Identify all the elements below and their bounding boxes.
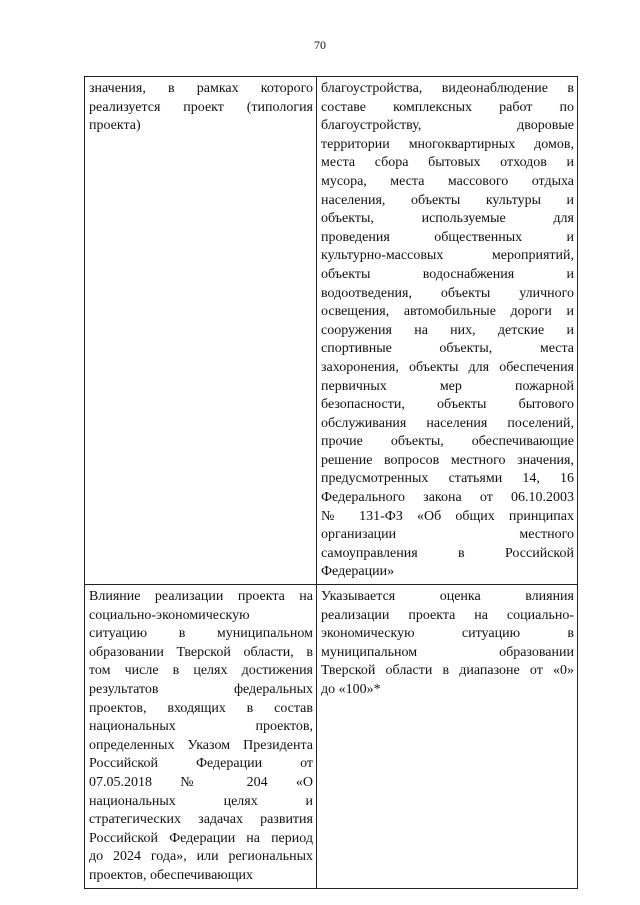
text-line: места сбора бытовых отходов и (321, 155, 574, 171)
criterion-description-cell (317, 585, 578, 889)
text-line: Российской Федерации от (89, 756, 313, 772)
text-line: Российской Федерации на период (89, 830, 313, 846)
criterion-name-cell (85, 585, 317, 889)
text-line: определенных Указом Президента (89, 737, 313, 753)
text-line: № 131-ФЗ «Об общих принципах (321, 508, 574, 524)
text-line: самоуправления в Российской (321, 545, 574, 561)
text-line: благоустройства, видеонаблюдение в (321, 81, 574, 96)
text-line: организации местного (321, 527, 574, 543)
text-line: до «100»* (321, 682, 381, 697)
page-number: 70 (314, 38, 326, 52)
text-line: захоронения, объекты для обеспечения (321, 359, 574, 375)
text-line: прочие объекты, обеспечивающие (321, 434, 574, 450)
text-line: обслуживания населения поселений, (321, 415, 574, 431)
text-line: населения, объекты культуры и (321, 192, 574, 208)
text-line: образовании Тверской области, в (89, 644, 313, 660)
text-line: том числе в целях достижения (89, 663, 313, 679)
text-line: реализации проекта на социально- (321, 607, 574, 623)
text-line: проектов, обеспечивающих (89, 867, 254, 883)
criterion-name-cell (85, 77, 317, 585)
text-line: мусора, места массового отдыха (321, 173, 574, 189)
text-line: первичных мер пожарной (321, 378, 574, 394)
text-line: значения, в рамках которого (89, 81, 313, 96)
text-line: ситуацию в муниципальном (89, 626, 313, 642)
text-line: составе комплексных работ по (321, 99, 574, 115)
criteria-table (84, 76, 578, 889)
text-line: Влияние реализации проекта на (89, 589, 313, 605)
text-line: муниципальном образовании (321, 644, 574, 660)
text-line: экономическую ситуацию в (321, 626, 574, 642)
text-line: реализуется проект (типология (89, 99, 313, 115)
criterion-description-cell (317, 77, 578, 585)
text-line: Федерации» (321, 564, 395, 580)
text-line: стратегических задачах развития (89, 812, 313, 828)
text-line: национальных целях и (89, 793, 313, 809)
text-line: национальных проектов, (89, 719, 313, 735)
text-line: проведения общественных и (321, 229, 574, 245)
text-line: решение вопросов местного значения, (321, 452, 574, 468)
text-line: сооружения на них, детские и (321, 322, 574, 338)
table-row (85, 77, 578, 585)
text-line: благоустройству, дворовые (321, 118, 574, 134)
text-line: объекты водоснабжения и (321, 266, 574, 282)
text-line: социально-экономическую (89, 607, 250, 623)
text-line: водоотведения, объекты уличного (321, 285, 574, 301)
text-line: проектов, входящих в состав (89, 700, 313, 716)
text-line: территории многоквартирных домов, (321, 136, 574, 152)
text-line: Тверской области в диапазоне от «0» (321, 663, 574, 679)
text-line: безопасности, объекты бытового (321, 397, 574, 413)
text-line: 07.05.2018 № 204 «О (89, 774, 313, 790)
text-line: до 2024 года», или региональных (89, 849, 313, 865)
table-row (85, 585, 578, 889)
text-line: спортивные объекты, места (321, 341, 574, 357)
text-line: культурно-массовых мероприятий, (321, 248, 574, 264)
text-line: освещения, автомобильные дороги и (321, 304, 574, 320)
text-line: результатов федеральных (89, 682, 313, 697)
text-line: Федерального закона от 06.10.2003 (321, 490, 574, 506)
text-line: Указывается оценка влияния (321, 589, 574, 605)
text-line: объекты, используемые для (321, 211, 574, 227)
text-line: предусмотренных статьями 14, 16 (321, 471, 574, 487)
text-line: проекта) (89, 118, 141, 134)
